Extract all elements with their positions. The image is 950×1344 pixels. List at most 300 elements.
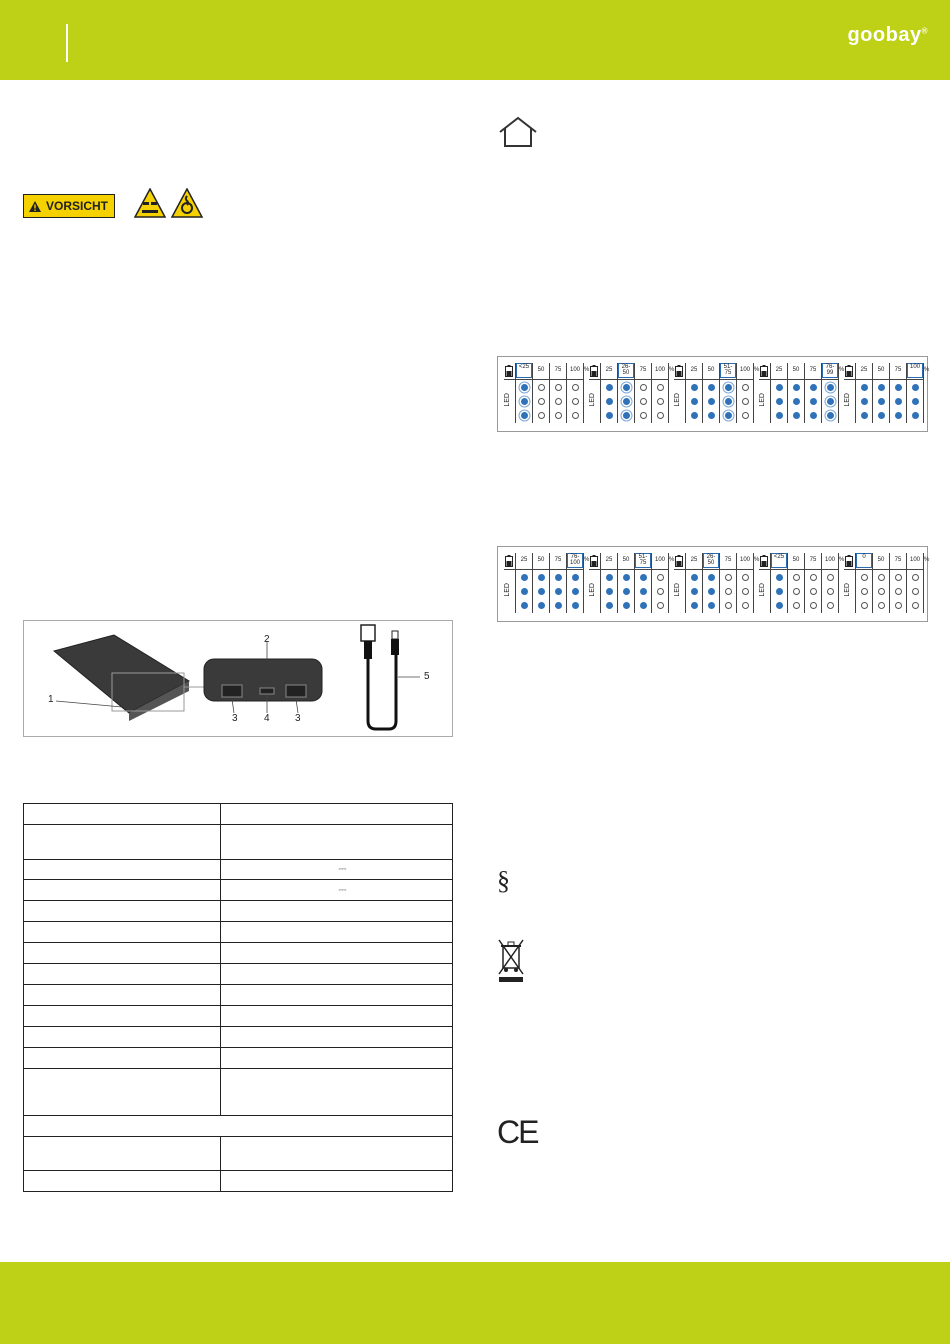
led-header-cell: 25 bbox=[690, 557, 698, 563]
led-dot bbox=[640, 412, 647, 419]
grid-line bbox=[770, 363, 771, 423]
percent-label: % bbox=[839, 557, 845, 563]
grid-line bbox=[923, 363, 924, 423]
led-dot bbox=[623, 398, 630, 405]
grid-line bbox=[872, 363, 873, 423]
led-header-cell: 75 bbox=[554, 557, 562, 563]
grid-line bbox=[889, 553, 890, 613]
table-cell bbox=[221, 825, 453, 860]
led-label: LED bbox=[844, 393, 851, 407]
table-cell bbox=[24, 860, 221, 880]
led-dot bbox=[895, 398, 902, 405]
table-cell bbox=[221, 1137, 453, 1171]
grid-line bbox=[651, 553, 652, 613]
grid-line bbox=[589, 379, 669, 380]
led-dot bbox=[912, 602, 919, 609]
led-header-cell: <25 bbox=[516, 363, 532, 378]
product-figure bbox=[23, 620, 453, 737]
table-cell bbox=[221, 860, 453, 880]
grid-line bbox=[600, 553, 601, 613]
table-cell bbox=[24, 825, 221, 860]
led-dot bbox=[725, 574, 732, 581]
warning-triangle-icon bbox=[28, 200, 42, 213]
led-dot bbox=[827, 398, 834, 405]
led-dot bbox=[793, 588, 800, 595]
percent-label: % bbox=[669, 367, 675, 373]
led-header-cell: 50 bbox=[792, 557, 800, 563]
grid-line bbox=[566, 553, 567, 613]
grid-line bbox=[589, 569, 669, 570]
led-dot bbox=[657, 398, 664, 405]
led-group bbox=[504, 553, 590, 613]
grid-line bbox=[719, 363, 720, 423]
led-dot bbox=[623, 412, 630, 419]
led-group bbox=[674, 553, 760, 613]
header-bar bbox=[0, 0, 950, 80]
grid-line bbox=[855, 363, 856, 423]
spec-table bbox=[23, 803, 453, 1192]
grid-line bbox=[583, 553, 584, 613]
led-dot bbox=[861, 574, 868, 581]
led-dot bbox=[538, 412, 545, 419]
led-dot bbox=[521, 602, 528, 609]
led-dot bbox=[691, 398, 698, 405]
grid-line bbox=[702, 363, 703, 423]
led-group bbox=[759, 363, 845, 423]
led-group bbox=[504, 363, 590, 423]
table-cell bbox=[24, 943, 221, 964]
led-header-cell: 100 bbox=[739, 557, 750, 563]
led-dot bbox=[538, 574, 545, 581]
led-dot bbox=[878, 412, 885, 419]
led-dot bbox=[606, 602, 613, 609]
led-header-cell: 50 bbox=[792, 367, 800, 373]
led-dot bbox=[725, 398, 732, 405]
callout-3b: 3 bbox=[295, 713, 301, 724]
led-dot bbox=[572, 588, 579, 595]
grid-line bbox=[504, 379, 584, 380]
led-dot bbox=[827, 588, 834, 595]
led-dot bbox=[810, 574, 817, 581]
table-cell bbox=[24, 880, 221, 901]
table-cell bbox=[221, 804, 453, 825]
grid-line bbox=[906, 553, 907, 613]
led-dot bbox=[742, 588, 749, 595]
grid-line bbox=[549, 363, 550, 423]
led-label: LED bbox=[674, 393, 681, 407]
led-dot bbox=[691, 588, 698, 595]
led-dot bbox=[521, 574, 528, 581]
led-dot bbox=[572, 398, 579, 405]
grid-line bbox=[804, 553, 805, 613]
led-header-cell: 75 bbox=[894, 367, 902, 373]
led-dot bbox=[555, 574, 562, 581]
percent-label: % bbox=[839, 367, 845, 373]
grid-line bbox=[674, 569, 754, 570]
table-cell bbox=[221, 1171, 453, 1192]
led-dot bbox=[538, 398, 545, 405]
table-cell bbox=[221, 901, 453, 922]
grid-line bbox=[821, 363, 822, 423]
led-dot bbox=[793, 398, 800, 405]
battery-icon bbox=[760, 555, 768, 567]
led-group bbox=[844, 553, 930, 613]
led-dot bbox=[793, 384, 800, 391]
grid-line bbox=[889, 363, 890, 423]
led-dot bbox=[878, 384, 885, 391]
led-dot bbox=[827, 384, 834, 391]
caution-badge: VORSICHT bbox=[23, 194, 115, 218]
led-dot bbox=[640, 602, 647, 609]
table-cell bbox=[221, 985, 453, 1006]
grid-line bbox=[634, 363, 635, 423]
table-cell bbox=[24, 1069, 221, 1116]
weee-bin-icon bbox=[497, 938, 525, 982]
grid-line bbox=[787, 363, 788, 423]
led-dot bbox=[691, 412, 698, 419]
led-dot bbox=[912, 574, 919, 581]
led-dot bbox=[708, 602, 715, 609]
led-dot bbox=[810, 602, 817, 609]
led-header-cell: 100 bbox=[739, 367, 750, 373]
led-dot bbox=[878, 602, 885, 609]
table-cell bbox=[221, 1027, 453, 1048]
battery-icon bbox=[505, 555, 513, 567]
led-discharging-table bbox=[497, 546, 928, 622]
led-header-cell: 0 bbox=[856, 553, 872, 568]
led-dot bbox=[912, 412, 919, 419]
grid-line bbox=[753, 553, 754, 613]
grid-line bbox=[651, 363, 652, 423]
led-label: LED bbox=[759, 583, 766, 597]
led-dot bbox=[725, 412, 732, 419]
led-label: LED bbox=[589, 393, 596, 407]
table-cell bbox=[221, 1048, 453, 1069]
table-cell bbox=[221, 880, 453, 901]
led-dot bbox=[878, 588, 885, 595]
table-cell bbox=[24, 1006, 221, 1027]
grid-line bbox=[634, 553, 635, 613]
led-header-cell: 75 bbox=[554, 367, 562, 373]
callout-2: 2 bbox=[264, 634, 270, 645]
led-header-cell: 100 bbox=[569, 367, 580, 373]
table-cell bbox=[24, 985, 221, 1006]
grid-line bbox=[770, 553, 771, 613]
led-dot bbox=[555, 384, 562, 391]
led-dot bbox=[521, 588, 528, 595]
grid-line bbox=[702, 553, 703, 613]
table-cell bbox=[221, 964, 453, 985]
led-dot bbox=[827, 412, 834, 419]
led-dot bbox=[606, 588, 613, 595]
led-group bbox=[759, 553, 845, 613]
grid-line bbox=[549, 553, 550, 613]
led-dot bbox=[623, 602, 630, 609]
led-dot bbox=[555, 412, 562, 419]
led-header-cell: 25 bbox=[605, 557, 613, 563]
led-dot bbox=[810, 384, 817, 391]
percent-label: % bbox=[924, 367, 930, 373]
grid-line bbox=[821, 553, 822, 613]
led-dot bbox=[895, 588, 902, 595]
table-cell bbox=[24, 922, 221, 943]
led-dot bbox=[555, 588, 562, 595]
led-dot bbox=[776, 602, 783, 609]
led-header-cell: 25 bbox=[690, 367, 698, 373]
led-dot bbox=[878, 574, 885, 581]
led-dot bbox=[521, 384, 528, 391]
led-label: LED bbox=[844, 583, 851, 597]
led-header-cell: 100 bbox=[654, 557, 665, 563]
led-header-cell: 25 bbox=[860, 367, 868, 373]
led-dot bbox=[861, 412, 868, 419]
led-dot bbox=[691, 602, 698, 609]
percent-label: % bbox=[754, 557, 760, 563]
grid-line bbox=[566, 363, 567, 423]
led-header-cell: 51-75 bbox=[635, 553, 651, 568]
led-header-cell: 50 bbox=[537, 367, 545, 373]
battery-icon bbox=[590, 365, 598, 377]
led-dot bbox=[827, 574, 834, 581]
table-cell bbox=[221, 1006, 453, 1027]
grid-line bbox=[668, 553, 669, 613]
grid-line bbox=[759, 379, 839, 380]
grid-line bbox=[532, 363, 533, 423]
led-dot bbox=[640, 574, 647, 581]
table-cell bbox=[24, 964, 221, 985]
grid-line bbox=[872, 553, 873, 613]
grid-line bbox=[844, 379, 924, 380]
led-dot bbox=[657, 588, 664, 595]
grid-line bbox=[736, 363, 737, 423]
led-dot bbox=[776, 574, 783, 581]
led-group bbox=[589, 553, 675, 613]
grid-line bbox=[759, 569, 839, 570]
led-header-cell: 25 bbox=[775, 367, 783, 373]
grid-line bbox=[719, 553, 720, 613]
led-dot bbox=[555, 398, 562, 405]
led-dot bbox=[572, 574, 579, 581]
grid-line bbox=[600, 363, 601, 423]
led-dot bbox=[895, 574, 902, 581]
grid-line bbox=[515, 553, 516, 613]
led-group bbox=[674, 363, 760, 423]
table-cell bbox=[24, 1116, 453, 1137]
led-header-cell: 76-100 bbox=[567, 553, 583, 568]
led-header-cell: 100 bbox=[907, 363, 923, 378]
brand-logo: goobay® bbox=[847, 24, 928, 46]
led-dot bbox=[708, 398, 715, 405]
grid-line bbox=[617, 553, 618, 613]
led-dot bbox=[776, 398, 783, 405]
led-dot bbox=[742, 574, 749, 581]
led-header-cell: 50 bbox=[622, 557, 630, 563]
led-dot bbox=[708, 412, 715, 419]
grid-line bbox=[736, 553, 737, 613]
led-dot bbox=[657, 384, 664, 391]
led-dot bbox=[606, 412, 613, 419]
section-sign: § bbox=[497, 866, 510, 895]
grid-line bbox=[804, 363, 805, 423]
led-header-cell: 76-99 bbox=[822, 363, 838, 378]
led-dot bbox=[623, 588, 630, 595]
grid-line bbox=[583, 363, 584, 423]
led-header-cell: 50 bbox=[877, 367, 885, 373]
ce-mark: CE bbox=[497, 1114, 538, 1150]
dc-symbol: ⎓ bbox=[338, 884, 347, 896]
led-dot bbox=[810, 588, 817, 595]
led-dot bbox=[827, 602, 834, 609]
led-dot bbox=[861, 588, 868, 595]
led-header-cell: 75 bbox=[639, 367, 647, 373]
led-dot bbox=[640, 384, 647, 391]
led-dot bbox=[725, 384, 732, 391]
led-header-cell: 75 bbox=[724, 557, 732, 563]
table-cell bbox=[221, 943, 453, 964]
led-dot bbox=[572, 602, 579, 609]
table-cell bbox=[24, 1137, 221, 1171]
grid-line bbox=[668, 363, 669, 423]
led-dot bbox=[521, 398, 528, 405]
led-label: LED bbox=[504, 393, 511, 407]
grid-line bbox=[923, 553, 924, 613]
led-dot bbox=[640, 588, 647, 595]
led-dot bbox=[623, 574, 630, 581]
led-dot bbox=[895, 602, 902, 609]
table-cell bbox=[221, 1069, 453, 1116]
battery-icon bbox=[675, 555, 683, 567]
led-dot bbox=[606, 398, 613, 405]
grid-line bbox=[532, 553, 533, 613]
led-dot bbox=[725, 588, 732, 595]
led-dot bbox=[691, 384, 698, 391]
corrosive-warning-icon bbox=[134, 188, 166, 218]
grid-line bbox=[787, 553, 788, 613]
grid-line bbox=[855, 553, 856, 613]
led-dot bbox=[725, 602, 732, 609]
led-header-cell: 25 bbox=[520, 557, 528, 563]
led-dot bbox=[572, 412, 579, 419]
battery-icon bbox=[505, 365, 513, 377]
led-dot bbox=[861, 602, 868, 609]
dc-symbol: ⎓ bbox=[338, 864, 347, 875]
grid-line bbox=[504, 569, 584, 570]
table-cell bbox=[24, 1048, 221, 1069]
grid-line bbox=[838, 553, 839, 613]
grid-line bbox=[674, 379, 754, 380]
led-header-cell: 50 bbox=[537, 557, 545, 563]
led-dot bbox=[861, 384, 868, 391]
led-dot bbox=[742, 384, 749, 391]
percent-label: % bbox=[584, 367, 590, 373]
led-header-cell: 75 bbox=[809, 557, 817, 563]
led-charging-table bbox=[497, 356, 928, 432]
led-dot bbox=[521, 412, 528, 419]
callout-1: 1 bbox=[48, 694, 54, 705]
battery-icon bbox=[845, 555, 853, 567]
led-dot bbox=[572, 384, 579, 391]
led-dot bbox=[691, 574, 698, 581]
led-dot bbox=[742, 602, 749, 609]
led-header-cell: 25 bbox=[605, 367, 613, 373]
led-header-cell: <25 bbox=[771, 553, 787, 568]
percent-label: % bbox=[669, 557, 675, 563]
callout-3a: 3 bbox=[232, 713, 238, 724]
led-dot bbox=[912, 588, 919, 595]
led-dot bbox=[657, 574, 664, 581]
footer-bar bbox=[0, 1262, 950, 1344]
grid-line bbox=[685, 553, 686, 613]
led-dot bbox=[657, 602, 664, 609]
led-dot bbox=[538, 588, 545, 595]
led-dot bbox=[793, 412, 800, 419]
table-cell bbox=[24, 1027, 221, 1048]
led-dot bbox=[895, 412, 902, 419]
percent-label: % bbox=[924, 557, 930, 563]
led-dot bbox=[640, 398, 647, 405]
led-label: LED bbox=[674, 583, 681, 597]
table-cell bbox=[24, 901, 221, 922]
led-dot bbox=[623, 384, 630, 391]
table-cell bbox=[221, 922, 453, 943]
led-header-cell: 75 bbox=[809, 367, 817, 373]
led-header-cell: 100 bbox=[824, 557, 835, 563]
led-header-cell: 75 bbox=[894, 557, 902, 563]
led-dot bbox=[793, 574, 800, 581]
led-dot bbox=[810, 412, 817, 419]
grid-line bbox=[617, 363, 618, 423]
percent-label: % bbox=[584, 557, 590, 563]
led-dot bbox=[776, 384, 783, 391]
led-dot bbox=[776, 588, 783, 595]
led-header-cell: 26-50 bbox=[703, 553, 719, 568]
led-header-cell: 100 bbox=[654, 367, 665, 373]
battery-icon bbox=[845, 365, 853, 377]
led-dot bbox=[538, 384, 545, 391]
callout-5: 5 bbox=[424, 671, 430, 682]
battery-icon bbox=[760, 365, 768, 377]
grid-line bbox=[753, 363, 754, 423]
percent-label: % bbox=[754, 367, 760, 373]
led-dot bbox=[708, 384, 715, 391]
grid-line bbox=[515, 363, 516, 423]
oxidizing-warning-icon bbox=[171, 188, 203, 218]
led-label: LED bbox=[589, 583, 596, 597]
grid-line bbox=[844, 569, 924, 570]
led-label: LED bbox=[759, 393, 766, 407]
led-dot bbox=[878, 398, 885, 405]
led-header-cell: 26-50 bbox=[618, 363, 634, 378]
table-cell bbox=[24, 1171, 221, 1192]
led-dot bbox=[555, 602, 562, 609]
led-group bbox=[589, 363, 675, 423]
led-dot bbox=[708, 574, 715, 581]
table-cell bbox=[24, 804, 221, 825]
callout-4: 4 bbox=[264, 713, 270, 724]
led-dot bbox=[606, 574, 613, 581]
led-dot bbox=[657, 412, 664, 419]
led-dot bbox=[708, 588, 715, 595]
grid-line bbox=[838, 363, 839, 423]
led-dot bbox=[742, 412, 749, 419]
led-dot bbox=[776, 412, 783, 419]
led-dot bbox=[793, 602, 800, 609]
led-dot bbox=[810, 398, 817, 405]
led-dot bbox=[912, 398, 919, 405]
grid-line bbox=[685, 363, 686, 423]
home-icon bbox=[498, 116, 538, 148]
grid-line bbox=[906, 363, 907, 423]
